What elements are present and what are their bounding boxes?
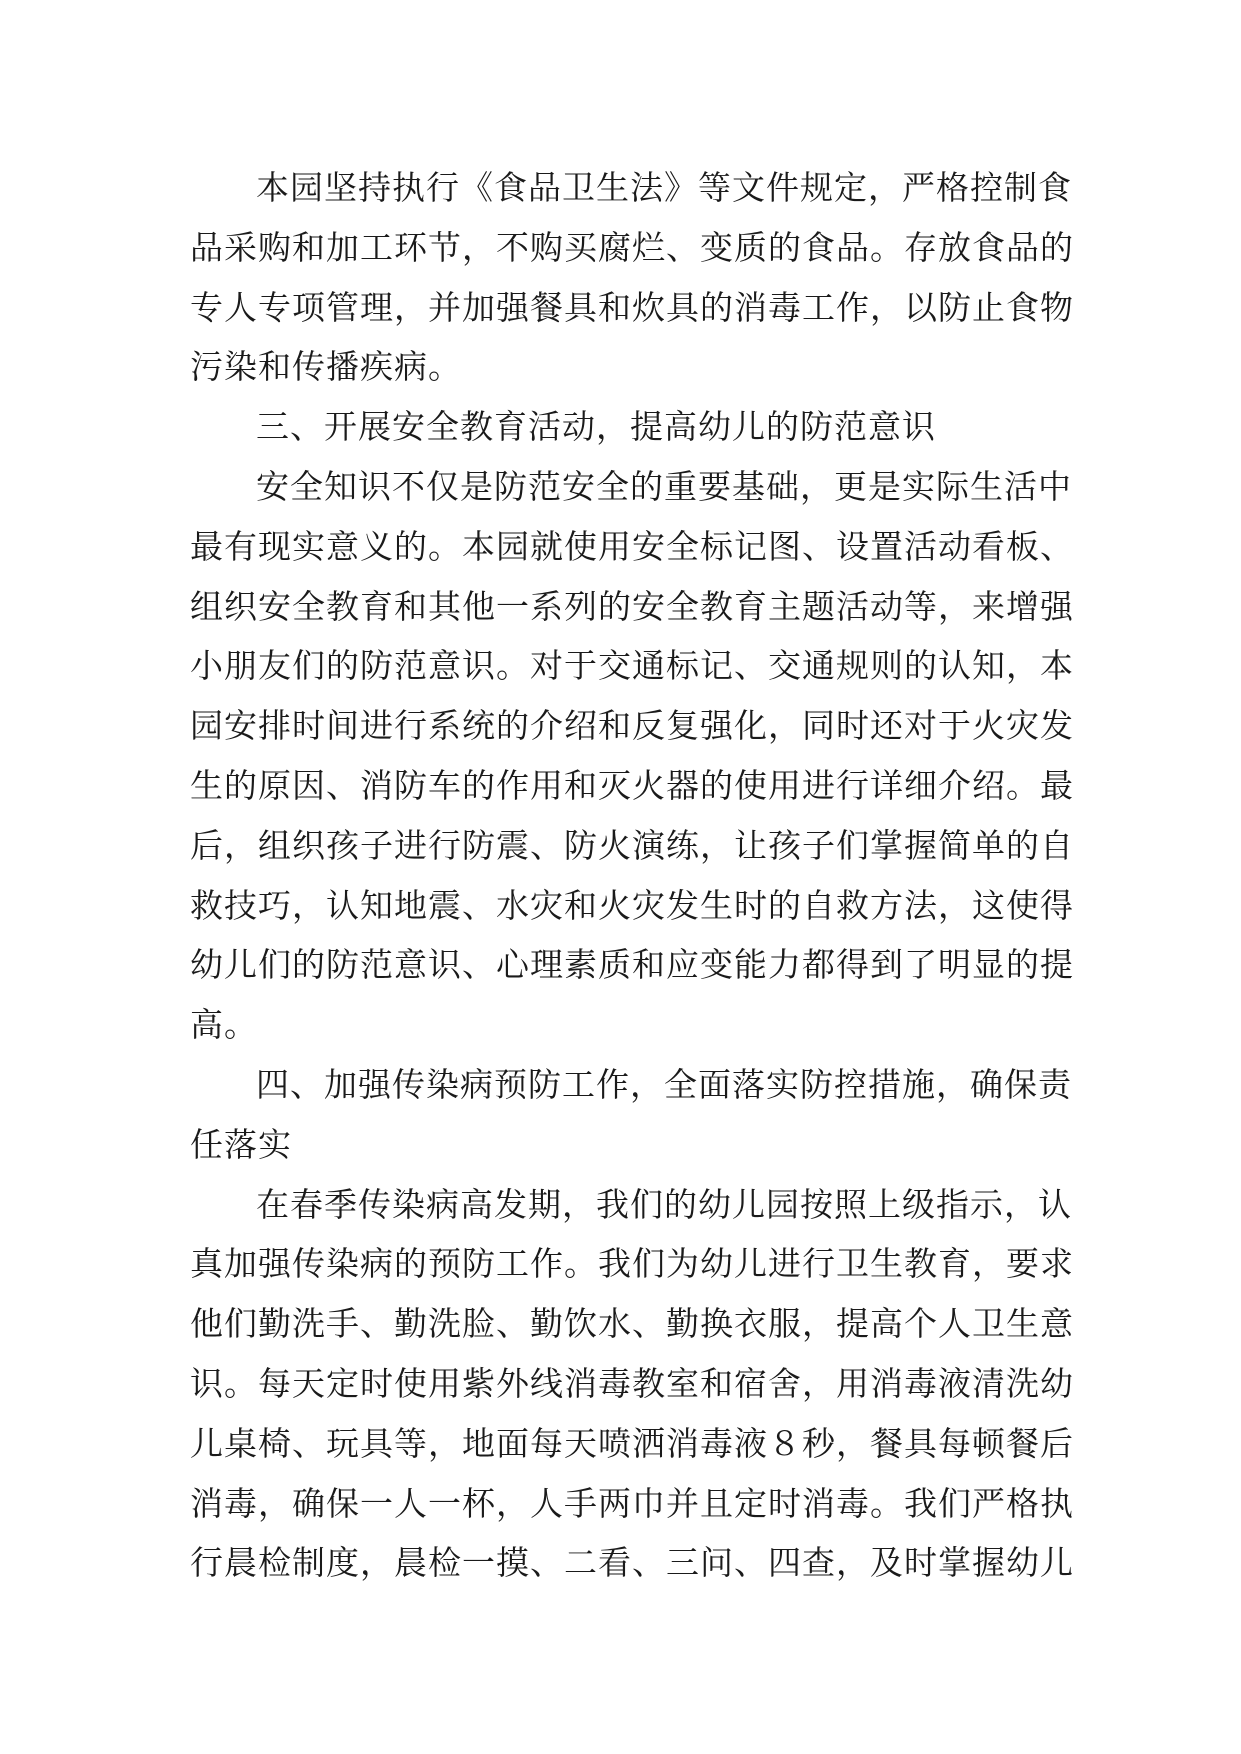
text-line: 他们勤洗手、勤洗脸、勤饮水、勤换衣服，提高个人卫生意	[190, 1304, 1074, 1344]
text-line: 在春季传染病高发期，我们的幼儿园按照上级指示，认	[256, 1184, 1072, 1224]
text-line: 高。	[190, 1005, 258, 1045]
text-line: 品采购和加工环节，不购买腐烂、变质的食品。存放食品的	[190, 227, 1074, 267]
heading-line: 三、开展安全教育活动，提高幼儿的防范意识	[256, 407, 936, 447]
text-line: 行晨检制度，晨检一摸、二看、三问、四查，及时掌握幼儿	[190, 1543, 1074, 1583]
text-line: 救技巧，认知地震、水灾和火灾发生时的自救方法，这使得	[190, 885, 1074, 925]
text-line: 儿桌椅、玩具等，地面每天喷洒消毒液８秒，餐具每顿餐后	[190, 1423, 1074, 1463]
section-heading-3	[190, 397, 1060, 457]
text-line: 专人专项管理，并加强餐具和炊具的消毒工作，以防止食物	[190, 287, 1074, 327]
document-body	[190, 158, 1074, 1593]
text-line: 组织安全教育和其他一系列的安全教育主题活动等，来增强	[190, 586, 1074, 626]
paragraph-disease-prevention	[190, 1175, 1074, 1594]
paragraph-food-safety	[190, 158, 1074, 397]
text-line: 后，组织孩子进行防震、防火演练，让孩子们掌握简单的自	[190, 825, 1074, 865]
paragraph-safety-education	[190, 457, 1074, 1055]
text-line: 污染和传播疾病。	[190, 347, 462, 387]
text-line: 园安排时间进行系统的介绍和反复强化，同时还对于火灾发	[190, 706, 1074, 746]
text-line: 消毒，确保一人一杯，人手两巾并且定时消毒。我们严格执	[190, 1483, 1074, 1523]
heading-line: 任落实	[190, 1124, 292, 1164]
text-line: 小朋友们的防范意识。对于交通标记、交通规则的认知，本	[190, 646, 1074, 686]
text-line: 真加强传染病的预防工作。我们为幼儿进行卫生教育，要求	[190, 1244, 1074, 1284]
text-line: 安全知识不仅是防范安全的重要基础，更是实际生活中	[256, 466, 1072, 506]
text-line: 生的原因、消防车的作用和灭火器的使用进行详细介绍。最	[190, 765, 1074, 805]
text-line: 本园坚持执行《食品卫生法》等文件规定，严格控制食	[256, 168, 1072, 207]
text-line: 幼儿们的防范意识、心理素质和应变能力都得到了明显的提	[190, 945, 1074, 985]
section-heading-4	[190, 1055, 1072, 1175]
heading-line: 四、加强传染病预防工作，全面落实防控措施，确保责	[256, 1064, 1072, 1104]
text-line: 识。每天定时使用紫外线消毒教室和宿舍，用消毒液清洗幼	[190, 1363, 1074, 1403]
text-line: 最有现实意义的。本园就使用安全标记图、设置活动看板、	[190, 526, 1074, 566]
